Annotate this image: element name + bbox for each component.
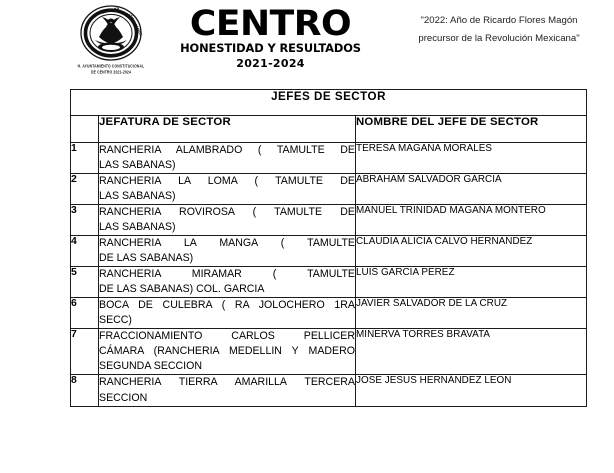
column-header-jefatura: JEFATURA DE SECTOR: [99, 116, 356, 143]
jefatura-line: BOCA DE CULEBRA ( RA JOLOCHERO 1RA: [99, 299, 355, 312]
row-number: 8: [71, 375, 99, 406]
jefatura-line: DE LAS SABANAS): [99, 252, 194, 265]
cell-nombre: LUIS GARCIA PEREZ: [356, 267, 587, 298]
cell-nombre: JOSE JESUS HERNÁNDEZ LEON: [356, 375, 587, 406]
centro-wordmark: [168, 4, 373, 70]
jefatura-line: FRACCIONAMIENTO CARLOS PELLICER: [99, 330, 355, 343]
table-row: [71, 205, 587, 236]
table-row: [71, 174, 587, 205]
wordmark-slogan: HONESTIDAD Y RESULTADOS: [180, 41, 361, 56]
jefatura-line: RANCHERIA MIRAMAR ( TAMULTE: [99, 268, 355, 281]
jefatura-line: RANCHERIA TIERRA AMARILLA TERCERA: [99, 376, 355, 389]
jefatura-line: LAS SABANAS): [99, 190, 176, 203]
row-number: 7: [71, 329, 99, 375]
cell-jefatura: [99, 174, 356, 205]
cell-jefatura: [99, 298, 356, 329]
cell-jefatura: [99, 267, 356, 298]
row-number: 5: [71, 267, 99, 298]
column-header-nombre: NOMBRE DEL JEFE DE SECTOR: [356, 116, 587, 143]
jefatura-line: DE LAS SABANAS) COL. GARCIA: [99, 283, 265, 296]
jefatura-line: SECCION: [99, 391, 148, 404]
cell-nombre: TERESA MAGAÑA MORALES: [356, 143, 587, 174]
seal-block: [48, 4, 174, 75]
table-row: [71, 267, 587, 298]
cell-jefatura: [99, 329, 356, 375]
year-motto-line2: precursor de la Revolución Mexicana": [418, 32, 580, 44]
mexican-coat-of-arms-seal-icon: [77, 4, 145, 64]
table-row: [71, 236, 587, 267]
cell-jefatura: [99, 143, 356, 174]
row-number: 1: [71, 143, 99, 174]
seal-caption-line1: H. AYUNTAMIENTO CONSTITUCIONAL: [77, 63, 145, 69]
cell-nombre: ABRAHAM SALVADOR GARCIA: [356, 174, 587, 205]
table-body: [71, 90, 587, 407]
jefes-de-sector-table: [70, 89, 587, 407]
table-title: JEFES DE SECTOR: [71, 90, 587, 116]
wordmark-name: CENTRO: [189, 4, 352, 44]
jefatura-line: SECC): [99, 314, 132, 327]
table-row: [71, 375, 587, 406]
svg-text:ESTADOS: ESTADOS: [101, 6, 120, 15]
column-header-number: [71, 116, 99, 143]
seal-caption: [48, 64, 174, 77]
table-row: [71, 329, 587, 375]
row-number: 4: [71, 236, 99, 267]
cell-jefatura: [99, 205, 356, 236]
letterhead: [0, 0, 614, 88]
jefatura-line: RANCHERIA ALAMBRADO ( TAMULTE DE: [99, 144, 355, 156]
cell-nombre: JAVIER SALVADOR DE LA CRUZ: [356, 298, 587, 329]
seal-caption-line2: DE CENTRO 2021-2024: [91, 70, 131, 76]
jefatura-line: RANCHERIA LA LOMA ( TAMULTE DE: [99, 175, 355, 188]
table-row: [71, 298, 587, 329]
svg-text:UNIDOS: UNIDOS: [115, 8, 132, 18]
jefatura-line: LAS SABANAS): [99, 221, 176, 234]
jefatura-line: LAS SABANAS): [99, 159, 176, 172]
row-number: 2: [71, 174, 99, 205]
jefatura-line: RANCHERIA ROVIROSA ( TAMULTE DE: [99, 206, 355, 219]
svg-text:MEXICANOS: MEXICANOS: [128, 14, 144, 37]
cell-jefatura: [99, 375, 356, 406]
wordmark-period: 2021-2024: [236, 56, 305, 70]
cell-nombre: CLAUDIA ALICIA CALVO HERNANDEZ: [356, 236, 587, 267]
cell-nombre: MINERVA TORRES BRAVATA: [356, 329, 587, 375]
row-number: 3: [71, 205, 99, 236]
year-motto: [392, 12, 606, 47]
cell-jefatura: [99, 236, 356, 267]
table-title-row: [71, 90, 587, 116]
jefatura-line: RANCHERIA LA MANGA ( TAMULTE: [99, 237, 355, 250]
document-sheet: [70, 89, 586, 407]
jefatura-line: CÁMARA (RANCHERIA MEDELLIN Y MADERO: [99, 345, 355, 358]
year-motto-line1: "2022: Año de Ricardo Flores Magón: [420, 15, 578, 26]
jefatura-line: SEGUNDA SECCION: [99, 360, 203, 373]
cell-nombre: MANUEL TRINIDAD MAGAÑA MONTERO: [356, 205, 587, 236]
table-header-row: [71, 116, 587, 143]
row-number: 6: [71, 298, 99, 329]
table-row: [71, 143, 587, 174]
